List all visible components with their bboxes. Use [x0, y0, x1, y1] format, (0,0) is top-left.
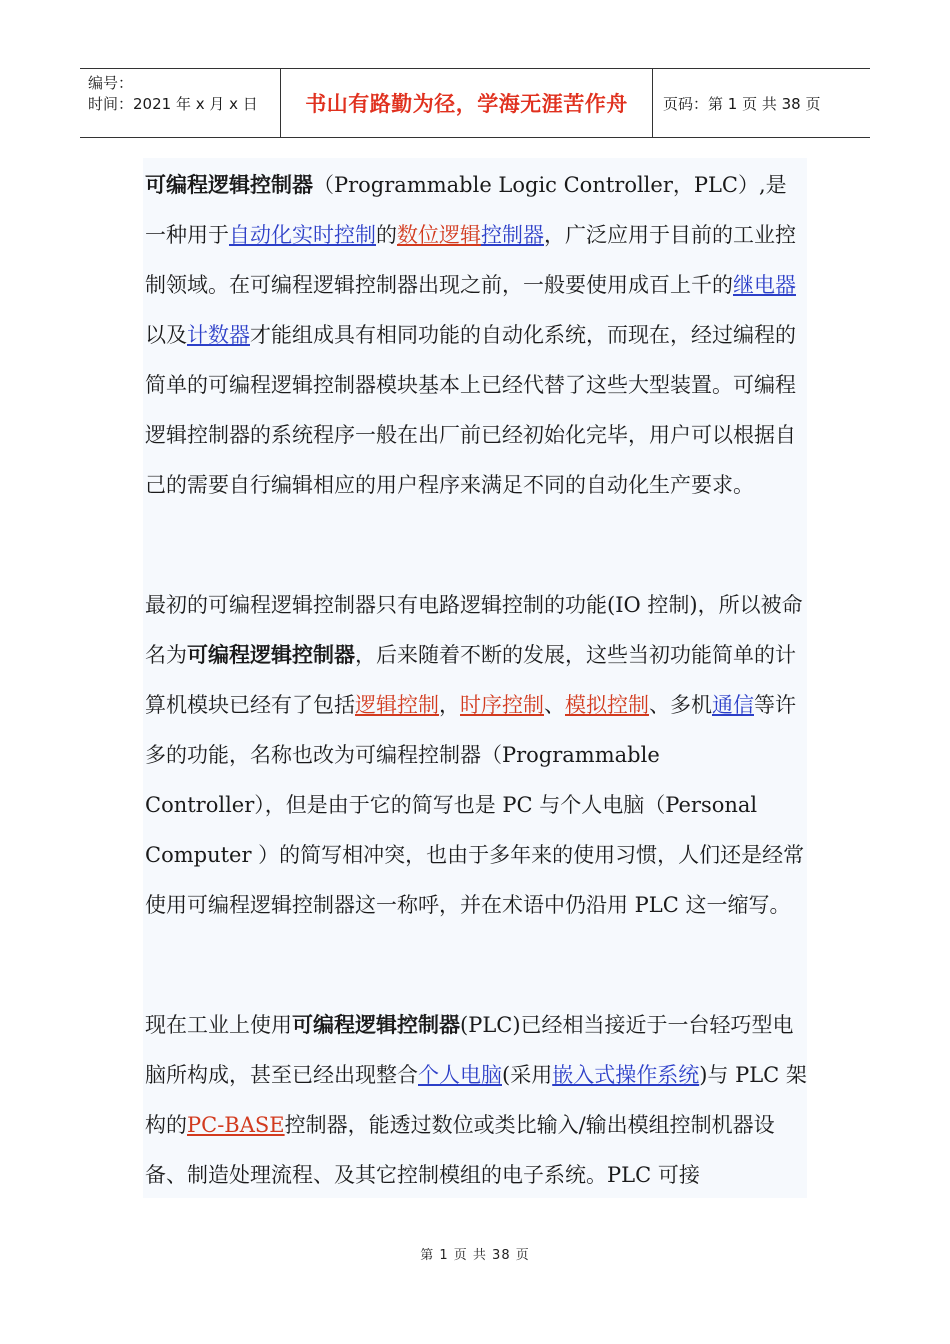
header-page-cell — [653, 69, 870, 137]
term-plc-bold: 可编程逻辑控制器 — [187, 642, 355, 667]
document-header — [80, 68, 870, 138]
header-meta-cell — [80, 69, 281, 137]
text-run: (PLC)已经相当接近于一台轻巧型电脑所构成，甚至已经出现整合 — [145, 1013, 794, 1087]
link-controller[interactable]: 控制器 — [481, 223, 544, 247]
term-plc-bold: 可编程逻辑控制器 — [145, 172, 313, 197]
link-analog-control[interactable]: 模拟控制 — [565, 693, 649, 717]
paragraph-intro — [145, 160, 807, 510]
term-plc-bold: 可编程逻辑控制器 — [292, 1012, 460, 1037]
text-run: ， — [439, 693, 460, 717]
link-communication[interactable]: 通信 — [712, 693, 754, 717]
text-run: (采用 — [502, 1063, 553, 1087]
article-body — [143, 158, 807, 1198]
text-run: （Programmable Logic Controller，PLC）,是一种用于 — [145, 173, 787, 247]
serial-number-label: 编号： — [88, 74, 134, 92]
date-label: 时间：2021 年 x 月 x 日 — [88, 95, 258, 113]
text-run: 现在工业上使用 — [145, 1013, 292, 1037]
text-run: 、 — [544, 693, 565, 717]
paragraph-modern — [145, 1000, 807, 1200]
link-logic-control[interactable]: 逻辑控制 — [355, 693, 439, 717]
link-personal-computer[interactable]: 个人电脑 — [418, 1063, 502, 1087]
text-run: 等许多的功能，名称也改为可编程控制器（Programmable Controller），但是由于它的简写也是 PC 与个人电脑（Personal Computer ）的简写相冲突，也由于多年来的使用习惯，人们还是经常使用可编程逻辑控制器这一称呼，并在术语中仍沿用 PLC 这一缩写。 — [145, 693, 805, 917]
link-counter[interactable]: 计数器 — [187, 323, 250, 347]
link-relay[interactable]: 继电器 — [733, 273, 796, 297]
text-run: 才能组成具有相同功能的自动化系统，而现在，经过编程的简单的可编程逻辑控制器模块基本上已经代替了这些大型装置。可编程逻辑控制器的系统程序一般在出厂前已经初始化完毕，用户可以根据自己的需要自行编辑相应的用户程序来满足不同的自动化生产要求。 — [145, 323, 796, 497]
header-motto-cell — [281, 69, 653, 137]
text-run: 以及 — [145, 323, 187, 347]
page-footer: 第 1 页 共 38 页 — [420, 1248, 530, 1263]
text-run: )与 PLC 架构的 — [145, 1063, 807, 1137]
text-run: 控制器，能透过数位或类比输入/输出模组控制机器设备、制造处理流程、及其它控制模组的电子系统。PLC 可接 — [145, 1113, 775, 1187]
text-run: 、多机 — [649, 693, 712, 717]
link-sequence-control[interactable]: 时序控制 — [460, 693, 544, 717]
paragraph-history — [145, 580, 807, 930]
link-digital-logic[interactable]: 数位逻辑 — [397, 223, 481, 247]
link-realtime-control[interactable]: 自动化实时控制 — [229, 223, 376, 247]
text-run: ，后来随着不断的发展，这些当初功能简单的计算机模块已经有了包括 — [145, 643, 796, 717]
link-embedded-os[interactable]: 嵌入式操作系统 — [552, 1063, 700, 1087]
page-info: 页码：第 1 页 共 38 页 — [663, 94, 821, 113]
link-pc-base[interactable]: PC-BASE — [187, 1113, 285, 1137]
text-run: 的 — [376, 223, 397, 247]
motto-text: 书山有路勤为径，学海无涯苦作舟 — [305, 92, 628, 116]
text-run: ，广泛应用于目前的工业控制领域。在可编程逻辑控制器出现之前，一般要使用成百上千的 — [145, 223, 796, 297]
text-run: 最初的可编程逻辑控制器只有电路逻辑控制的功能(IO 控制)，所以被命名为 — [145, 593, 803, 667]
